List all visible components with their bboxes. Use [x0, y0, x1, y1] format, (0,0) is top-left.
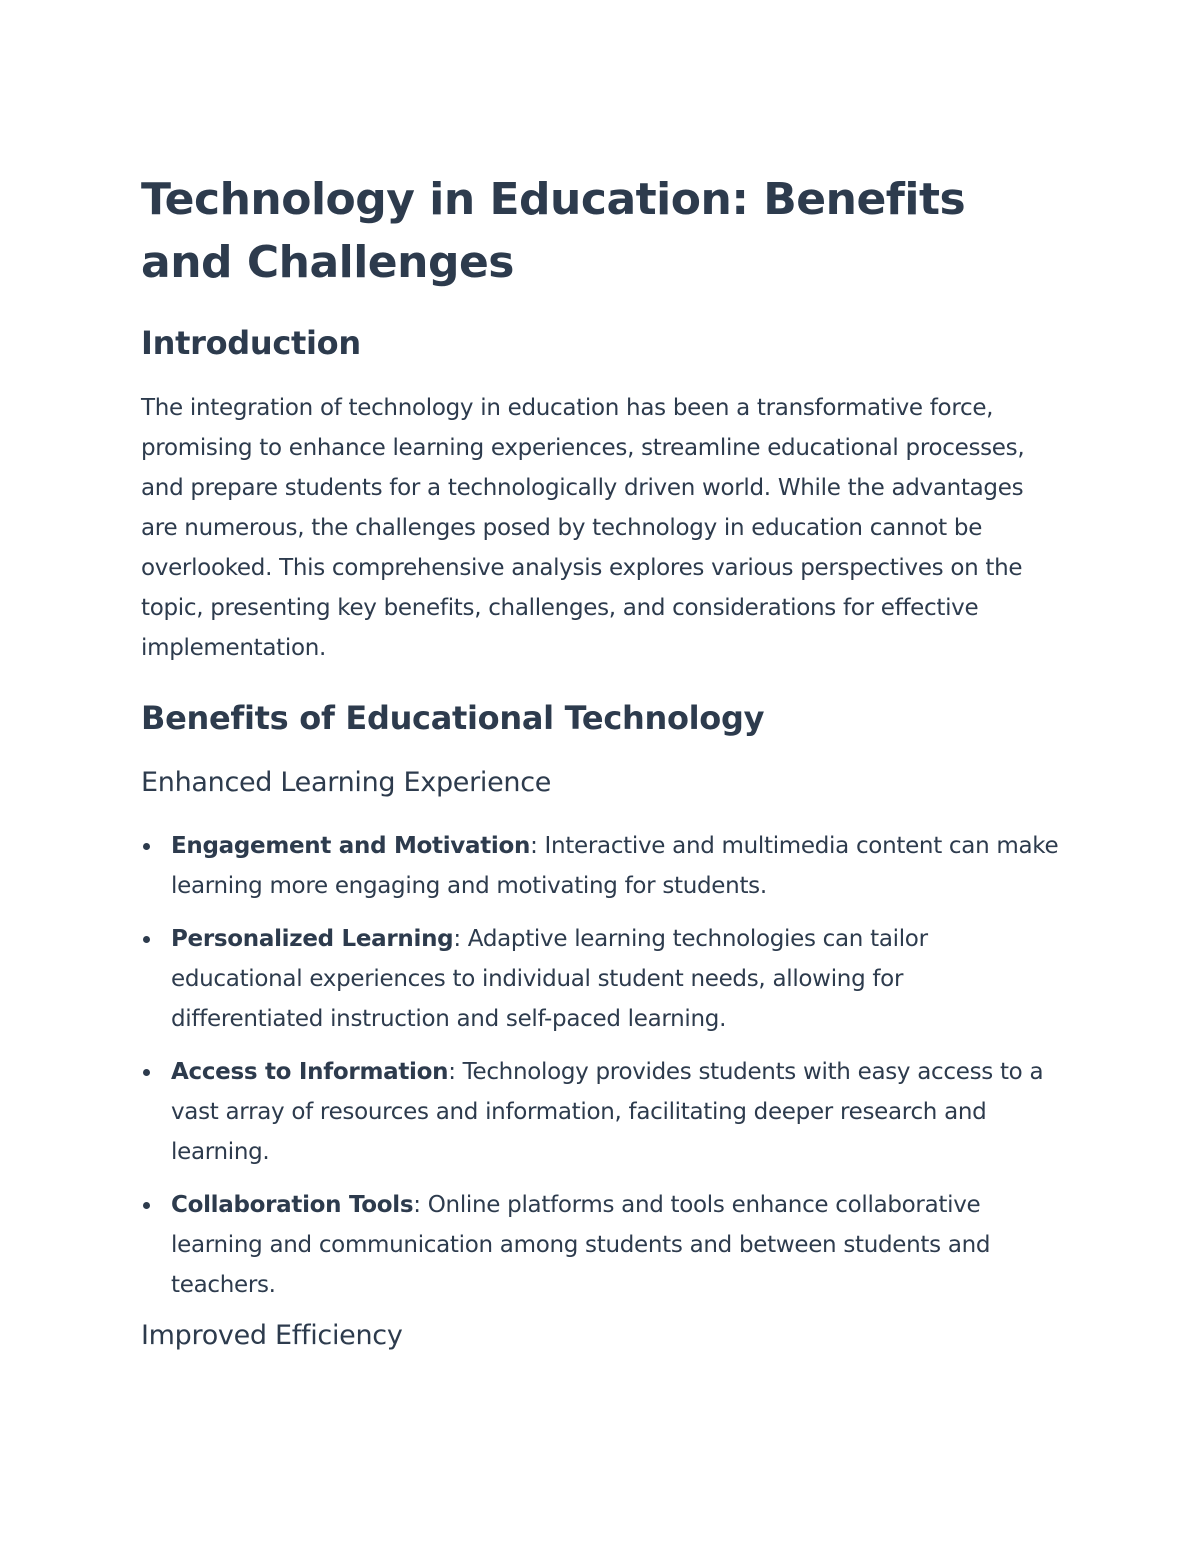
introduction-heading: Introduction — [141, 324, 361, 362]
list-item-term: Personalized Learning — [171, 926, 454, 952]
list-item-term: Collaboration Tools — [171, 1192, 414, 1218]
bullet-icon — [143, 1069, 150, 1076]
document-page — [141, 168, 1061, 1354]
list-item — [141, 826, 1061, 906]
list-item — [141, 919, 1061, 1039]
bullet-icon — [143, 936, 150, 943]
bullet-icon — [143, 843, 150, 850]
enhanced-learning-list — [141, 826, 1061, 1305]
list-item-text: : Technology provides students with easy access to a vast array of resources and information, facilitating deeper research and learning. — [171, 1059, 1044, 1165]
list-item — [141, 1052, 1061, 1172]
list-item-text: : Online platforms and tools enhance collaborative learning and communication among students and between students and teachers. — [171, 1192, 991, 1298]
bullet-icon — [143, 1202, 150, 1209]
benefits-heading: Benefits of Educational Technology — [141, 699, 765, 737]
list-item-term: Access to Information — [171, 1059, 449, 1085]
document-title: Technology in Education: Benefits and Challenges — [141, 174, 966, 288]
list-item — [141, 1185, 1061, 1305]
enhanced-learning-heading: Enhanced Learning Experience — [141, 767, 552, 798]
list-item-text: : Adaptive learning technologies can tailor educational experiences to individual student needs, allowing for differentiated instruction and self-paced learning. — [171, 926, 928, 1032]
improved-efficiency-heading: Improved Efficiency — [141, 1320, 403, 1351]
list-item-term: Engagement and Motivation — [171, 833, 531, 859]
list-item-text: : Interactive and multimedia content can make learning more engaging and motivating for students. — [171, 833, 1059, 899]
introduction-paragraph: The integration of technology in education has been a transformative force, promising to enhance learning experiences, streamline educational processes, and prepare students for a technologically driven world. While the advantages are numerous, the challenges posed by technology in education cannot be overlooked. This comprehensive analysis explores various perspectives on the topic, presenting key benefits, challenges, and considerations for effective implementation. — [141, 395, 1025, 661]
